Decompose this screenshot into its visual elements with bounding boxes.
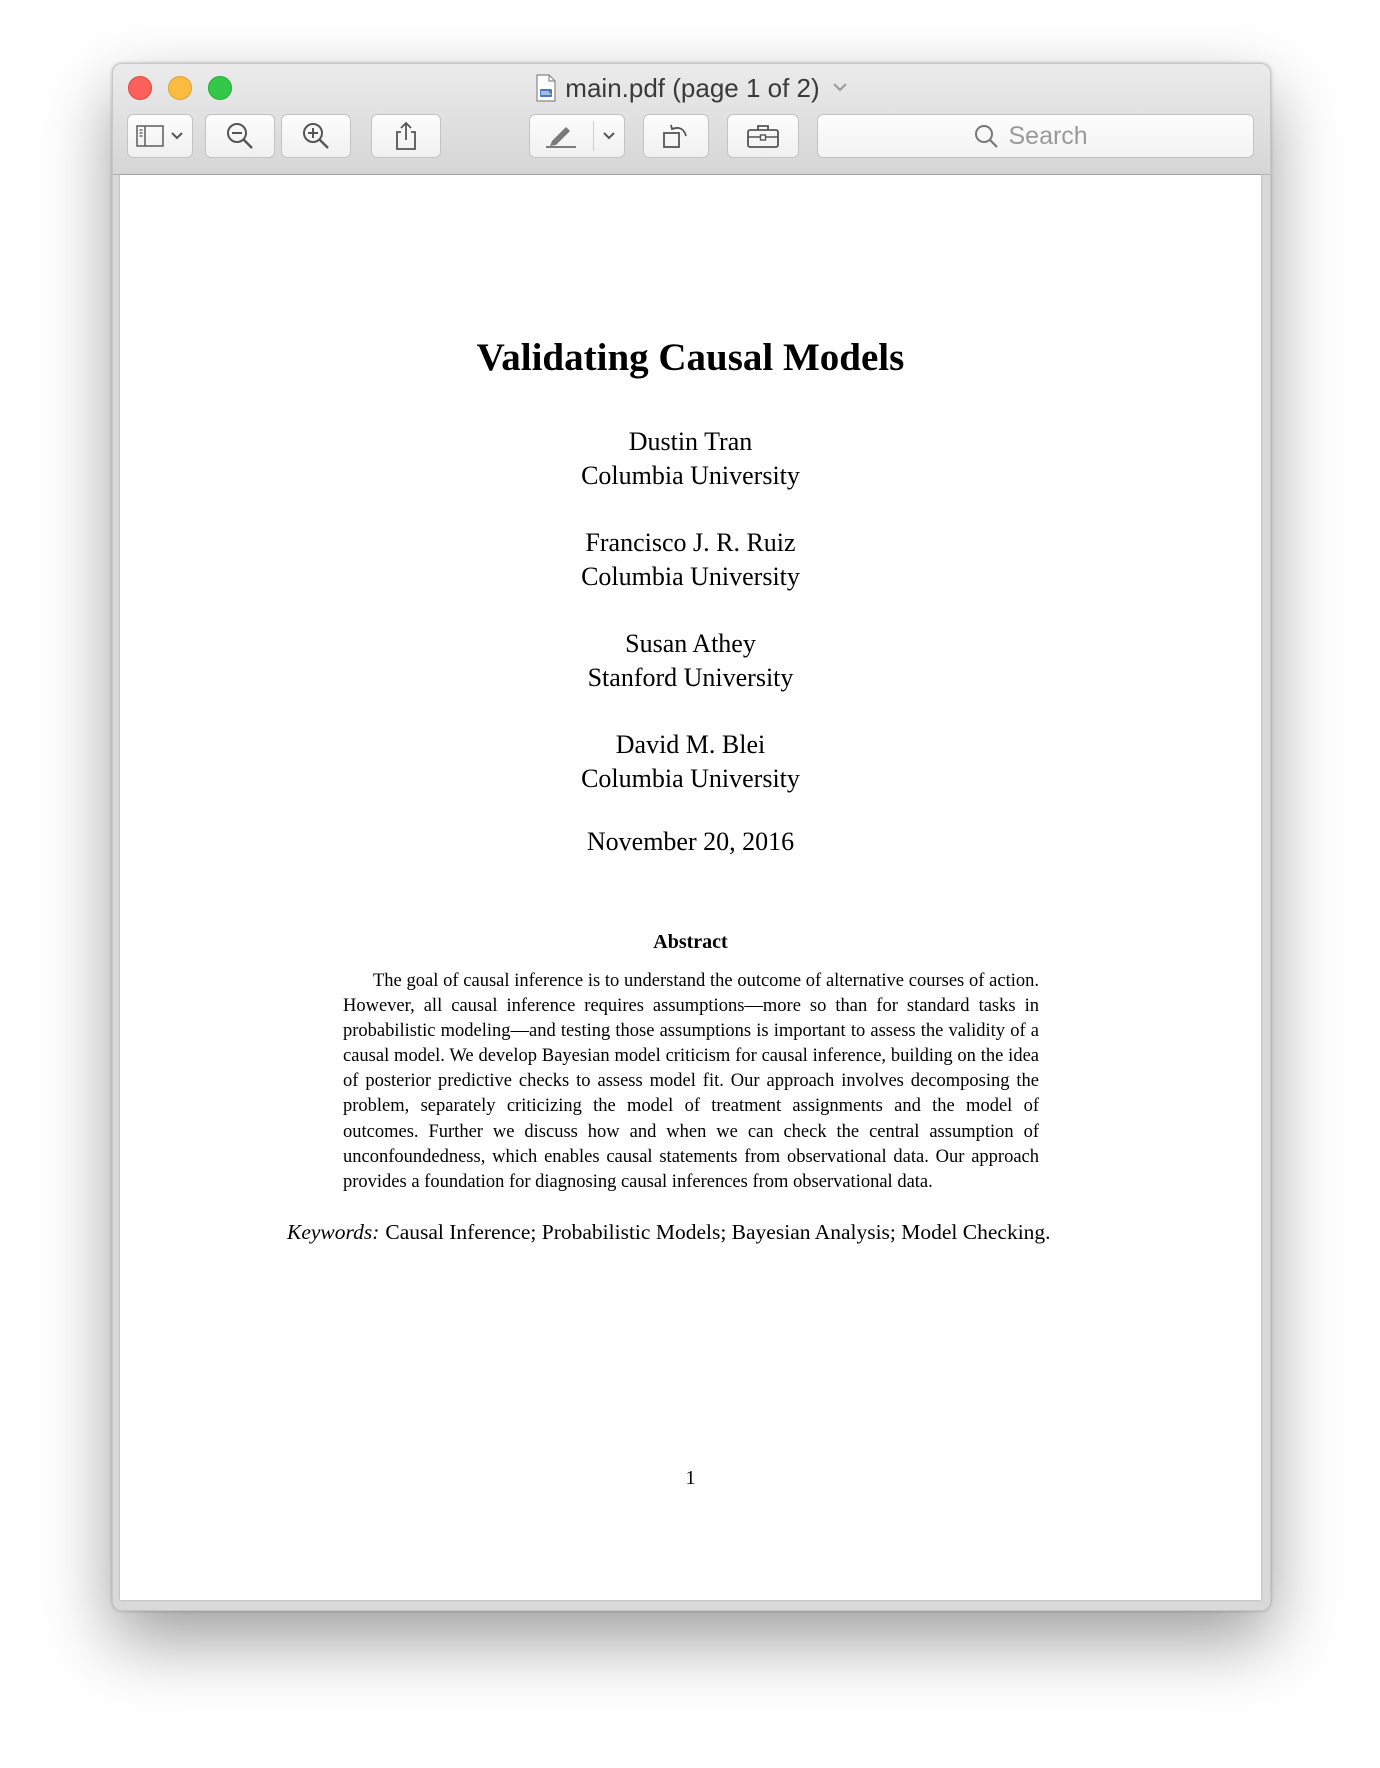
author-name: Dustin Tran (628, 427, 753, 456)
markup-button[interactable] (529, 114, 625, 158)
abstract-text: The goal of causal inference is to understand the outcome of alternative courses of action. However, all causal inference requires assumptions—more so than for standard tasks in probabilistic modeling—and testing those assumptions is important to assess the validity of a causal model. We develop Bayesian model criticism for causal inference, building on the idea of posterior predictive checks to assess model fit. Our approach involves decomposing the problem, separately criticizing the model of treatment assignments and the model of outcomes. Further we discuss how and when we can check the central assumption of unconfoundedness, which enables causal statements from observational data. Our approach provides a foundation for diagnosing causal inferences from observational data. (343, 971, 1039, 1192)
markup-pen-icon (544, 123, 578, 149)
author-block (120, 627, 1261, 695)
preview-window (112, 63, 1271, 1611)
share-button[interactable] (371, 114, 441, 158)
chevron-down-icon (832, 79, 848, 97)
title-bar (113, 64, 1270, 175)
keywords-line (287, 1220, 1087, 1245)
author-affiliation: Columbia University (581, 764, 800, 793)
zoom-in-button[interactable] (281, 114, 351, 158)
search-field[interactable] (817, 114, 1254, 158)
chevron-down-icon[interactable] (602, 131, 616, 141)
author-name: Susan Athey (625, 629, 756, 658)
share-icon (394, 121, 418, 151)
author-name: Francisco J. R. Ruiz (585, 528, 796, 557)
toolbox-icon (746, 123, 780, 149)
abstract-heading: Abstract (653, 931, 728, 953)
pdf-document-icon (535, 74, 557, 102)
zoom-out-icon (225, 121, 255, 151)
keywords-label: Keywords: (287, 1220, 380, 1244)
search-input[interactable] (1009, 122, 1099, 151)
author-block (120, 526, 1261, 594)
author-block (120, 728, 1261, 796)
zoom-in-icon (301, 121, 331, 151)
document-viewport[interactable] (113, 175, 1270, 1610)
rotate-button[interactable] (643, 114, 709, 158)
pdf-page (120, 175, 1261, 1600)
chevron-down-icon (170, 131, 184, 141)
author-affiliation: Columbia University (581, 461, 800, 490)
window-title[interactable] (113, 70, 1270, 106)
paper-title: Validating Causal Models (476, 336, 905, 379)
page-number: 1 (685, 1467, 696, 1489)
author-name: David M. Blei (615, 730, 766, 759)
sidebar-icon (136, 125, 164, 147)
zoom-out-button[interactable] (205, 114, 275, 158)
rotate-icon (661, 121, 691, 151)
search-icon (973, 123, 999, 149)
paper-date: November 20, 2016 (586, 827, 795, 856)
markup-divider (593, 121, 594, 151)
author-affiliation: Stanford University (587, 663, 794, 692)
author-list (120, 425, 1261, 829)
window-title-text: main.pdf (page 1 of 2) (565, 72, 820, 103)
keywords-text: Causal Inference; Probabilistic Models; Bayesian Analysis; Model Checking. (385, 1220, 1051, 1244)
author-block (120, 425, 1261, 493)
author-affiliation: Columbia University (581, 562, 800, 591)
toolbox-button[interactable] (727, 114, 799, 158)
sidebar-toggle-button[interactable] (127, 114, 193, 158)
